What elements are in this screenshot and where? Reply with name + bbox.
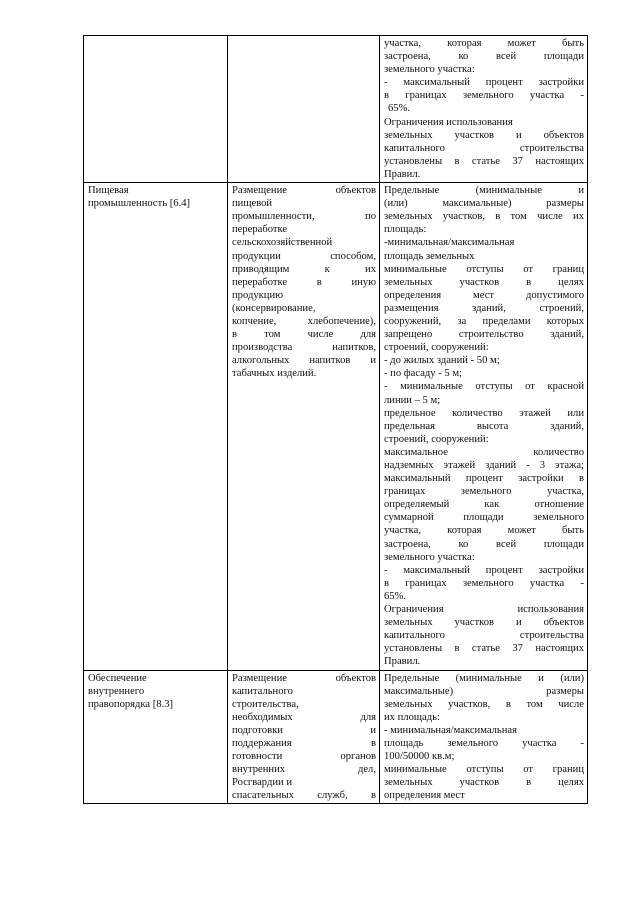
table-row	[84, 183, 588, 670]
text-line: пищевой	[232, 198, 273, 210]
text-line: капитального строительства	[384, 142, 584, 154]
text-line: - минимальная/максимальная	[384, 724, 517, 736]
use-params-cell	[380, 670, 588, 804]
text-line: спасательных служб, в	[232, 790, 376, 802]
text-line: земельных участков в целях	[384, 777, 584, 789]
text-line: продукции способом,	[232, 250, 376, 262]
text-line: участка, которая может быть	[384, 38, 584, 49]
text-line: строений, сооружений:	[384, 433, 489, 445]
text-line: площадь земельного участка -	[384, 737, 584, 749]
use-description-cell	[228, 670, 380, 804]
text-line: земельных участков, в том числе	[384, 698, 584, 710]
text-line: застроена, ко всей площади	[384, 538, 584, 550]
text-line: Предельные (минимальные и	[384, 185, 584, 197]
use-description-cell	[228, 183, 380, 670]
use-name-cell	[84, 183, 228, 670]
text-line: 65%.	[384, 590, 407, 602]
text-line: правопорядка [8.3]	[88, 698, 174, 710]
text-line: - минимальные отступы от красной	[384, 381, 584, 393]
text-line: алкогольных напитков и	[232, 355, 376, 367]
text-line: Обеспечение	[88, 672, 147, 684]
table-row	[84, 670, 588, 804]
use-name-cell	[84, 670, 228, 804]
text-line: приводящим к их	[232, 263, 376, 275]
text-line: поддержания в	[232, 737, 376, 749]
use-name-cell	[84, 36, 228, 183]
text-line: в границах земельного участка -	[384, 90, 584, 102]
text-line: предельная высота зданий,	[384, 420, 584, 432]
text-line: переработке	[232, 224, 288, 236]
text-line: максимальный процент застройки в	[384, 473, 584, 485]
text-line: линии – 5 м;	[384, 394, 441, 406]
text-line: Ограничения использования	[384, 604, 584, 616]
text-line: предельное количество этажей или	[384, 407, 584, 419]
text-line: Правил.	[384, 656, 421, 668]
text-line: строительства,	[232, 698, 299, 710]
text-line: (или) максимальные) размеры	[384, 198, 584, 210]
text-line: капитального строительства	[384, 630, 584, 642]
text-line: земельных участков и объектов	[384, 617, 584, 629]
text-line: площадь земельных	[384, 250, 475, 262]
text-line: Ограничения использования	[384, 116, 513, 128]
text-line: земельных участков, в том числе их	[384, 211, 584, 223]
text-line: промышленность [6.4]	[88, 198, 191, 210]
text-line: определения мест	[384, 790, 465, 802]
text-line: сельскохозяйственной	[232, 237, 333, 249]
text-line: границах земельного участка,	[384, 486, 584, 498]
text-line: в границах земельного участка -	[384, 577, 584, 589]
text-line: продукцию	[232, 289, 284, 301]
text-line: копчение, хлебопечение),	[232, 315, 376, 327]
text-line: внутреннего	[88, 685, 145, 697]
text-line: Размещение объектов	[232, 672, 376, 684]
text-line: необходимых для	[232, 711, 376, 723]
text-line: - до жилых зданий - 50 м;	[384, 355, 500, 367]
text-line: внутренних дел,	[232, 764, 376, 776]
text-line: максимальные) размеры	[384, 685, 584, 697]
use-params-cell	[380, 183, 588, 670]
text-line: - максимальный процент застройки	[384, 564, 584, 576]
text-line: их площадь:	[384, 711, 440, 723]
text-line: определения мест допустимого	[384, 289, 584, 301]
text-line: установлены в статье 37 настоящих	[384, 155, 584, 167]
text-line: 100/50000 кв.м;	[384, 751, 455, 763]
use-description-cell	[228, 36, 380, 183]
text-line: Предельные (минимальные и (или)	[384, 672, 584, 684]
text-line: табачных изделий.	[232, 368, 317, 380]
text-line: застроена, ко всей площади	[384, 51, 584, 63]
text-line: сооружений, за пределами которых	[384, 315, 584, 327]
text-line: надземных этажей зданий - 3 этажа;	[384, 460, 584, 471]
text-line: установлены в статье 37 настоящих	[384, 643, 584, 655]
text-line: определяемый как отношение	[384, 499, 584, 511]
text-line: капитального	[232, 685, 293, 697]
text-line: Размещение объектов	[232, 185, 376, 197]
text-line: земельного участка:	[384, 64, 475, 76]
text-line: суммарной площади земельного	[384, 512, 584, 524]
text-line: запрещено строительство зданий,	[384, 329, 584, 341]
text-line: земельных участков и объектов	[384, 129, 584, 141]
text-line: земельного участка:	[384, 551, 475, 563]
use-params-cell	[380, 36, 588, 183]
text-line: максимальное количество	[384, 446, 584, 458]
text-line: земельных участков в целях	[384, 276, 584, 288]
text-line: производства напитков,	[232, 342, 376, 354]
text-line: готовности органов	[232, 751, 376, 763]
text-line: подготовки и	[232, 724, 376, 736]
text-line: строений, сооружений:	[384, 342, 489, 354]
text-line: -минимальная/максимальная	[384, 237, 515, 249]
text-line: промышленности, по	[232, 211, 376, 223]
text-line: - максимальный процент застройки	[384, 77, 584, 89]
table-row	[84, 36, 588, 183]
text-line: (консервирование,	[232, 302, 316, 314]
text-line: Пищевая	[88, 185, 129, 197]
text-line: участка, которая может быть	[384, 525, 584, 537]
text-line: размещения зданий, строений,	[384, 302, 584, 314]
text-line: площадь:	[384, 224, 427, 236]
text-line: переработке в иную	[232, 276, 376, 288]
text-line: в том числе для	[232, 329, 376, 341]
text-line: Росгвардии и	[232, 777, 293, 789]
text-line: - по фасаду - 5 м;	[384, 368, 462, 380]
text-line: 65%.	[388, 103, 411, 115]
text-line: минимальные отступы от границ	[384, 764, 584, 776]
text-line: минимальные отступы от границ	[384, 263, 584, 275]
text-line: Правил.	[384, 168, 421, 180]
zoning-table	[83, 35, 588, 804]
